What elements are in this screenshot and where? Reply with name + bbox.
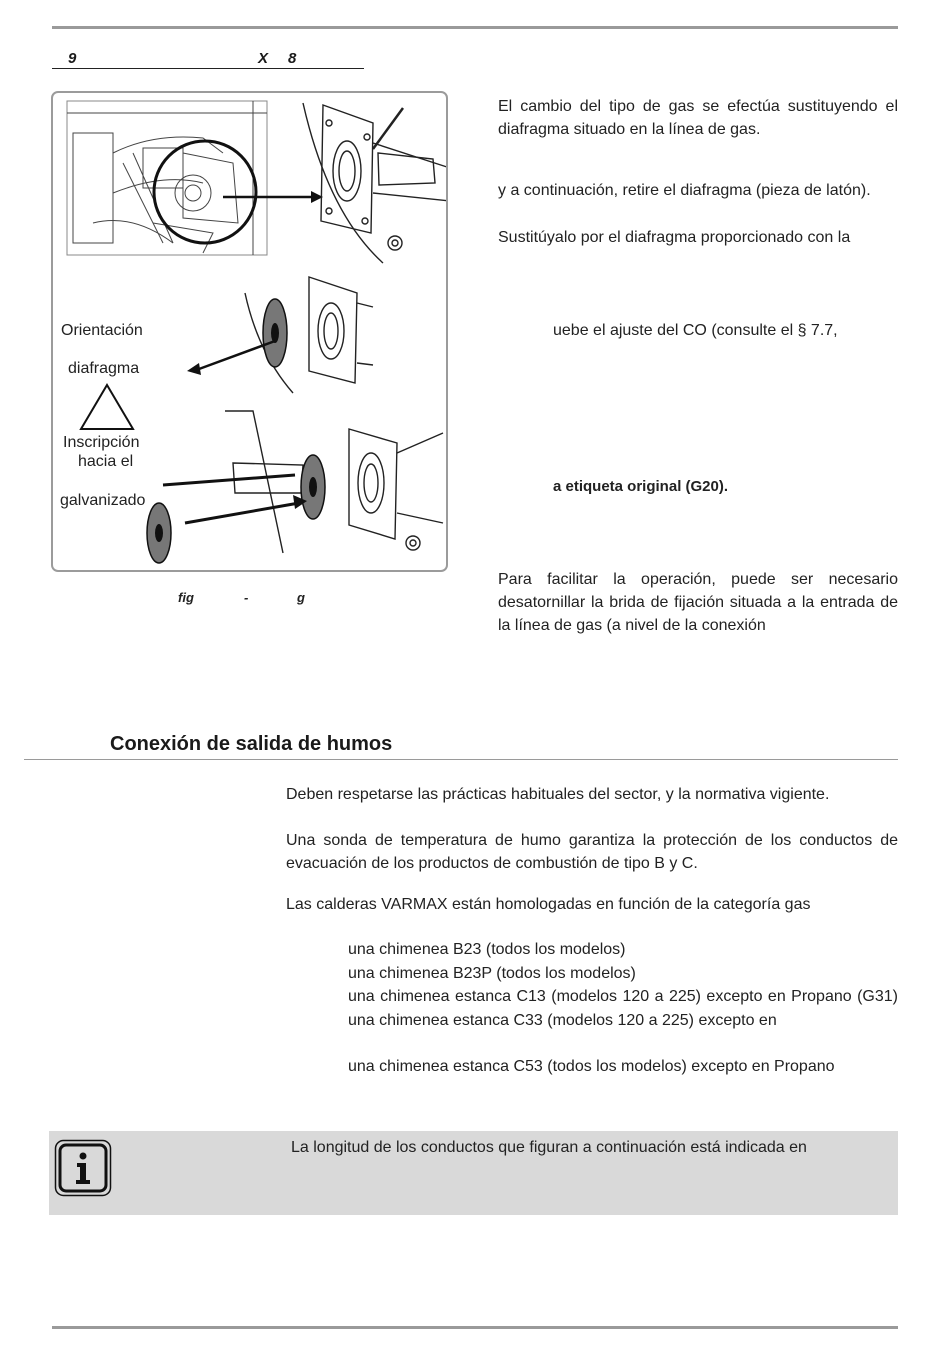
header-code-right: 8 [288, 50, 297, 67]
info-text: La longitud de los conductos que figuran a continuación está indicada en [291, 1139, 807, 1156]
figure-caption-dash: - [244, 590, 249, 605]
header-code-left: X [258, 50, 269, 67]
info-icon [54, 1139, 112, 1197]
pointer-line-1 [163, 475, 295, 485]
label-galvanized: galvanizado [60, 492, 146, 509]
section-rule [24, 759, 898, 760]
list-item: una chimenea B23 (todos los modelos) [348, 941, 626, 958]
list-item: una chimenea estanca C53 (todos los modelos) excepto en Propano [348, 1058, 835, 1075]
warning-triangle-icon [81, 385, 133, 429]
section-paragraph-2: Una sonda de temperatura de humo garantiza la protección de los conductos de evacuación de los productos de combustión de tipo B y C. [286, 832, 898, 872]
paragraph-facilitate: Para facilitar la operación, puede ser necesario desatornillar la brida de fijación situada a la entrada de la línea de gas (a nivel de la conexión [498, 571, 898, 634]
page-header [52, 50, 364, 69]
paragraph-replace: Sustitúyalo por el diafragma proporcionado con la [498, 229, 851, 246]
pointer-line-2 [185, 503, 299, 523]
section-paragraph-3: Las calderas VARMAX están homologadas en función de la categoría gas [286, 896, 811, 913]
bottom-rule [52, 1326, 898, 1329]
figure-caption-g: g [297, 590, 305, 605]
top-rule [52, 26, 898, 29]
label-diaphragm: diafragma [68, 360, 140, 377]
section-title: Conexión de salida de humos [110, 733, 393, 755]
diaphragm-figure [51, 91, 448, 572]
list-item: una chimenea B23P (todos los modelos) [348, 964, 636, 982]
page-number: 9 [68, 50, 77, 67]
paragraph-label: a etiqueta original (G20). [553, 478, 729, 495]
list-item: una chimenea estanca C13 (modelos 120 a 225) excepto en Propano (G31) una chimenea estanca C33 (modelos 120 a 225) excepto en [348, 988, 898, 1029]
flange-drawing-bottom [225, 411, 443, 553]
zoom-circle [154, 141, 256, 243]
label-inscription: Inscripción [63, 434, 140, 451]
flange-drawing-top [303, 103, 448, 263]
orientation-arrow [199, 341, 275, 369]
paragraph-remove-diaphragm: y a continuación, retire el diafragma (pieza de latón). [498, 182, 871, 199]
label-towards: hacia el [78, 453, 134, 470]
label-orientation: Orientación [61, 322, 143, 339]
chimney-list [348, 938, 898, 1079]
figure-caption-fig: fig [178, 590, 194, 605]
section-paragraph-1: Deben respetarse las prácticas habituales del sector, y la normativa vigiente. [286, 786, 830, 803]
paragraph-co-adjust: uebe el ajuste del CO (consulte el § 7.7, [553, 322, 838, 339]
info-box [49, 1131, 898, 1215]
paragraph-gas-change: El cambio del tipo de gas se efectúa sustituyendo el diafragma situado en la línea de gas. [498, 98, 898, 138]
